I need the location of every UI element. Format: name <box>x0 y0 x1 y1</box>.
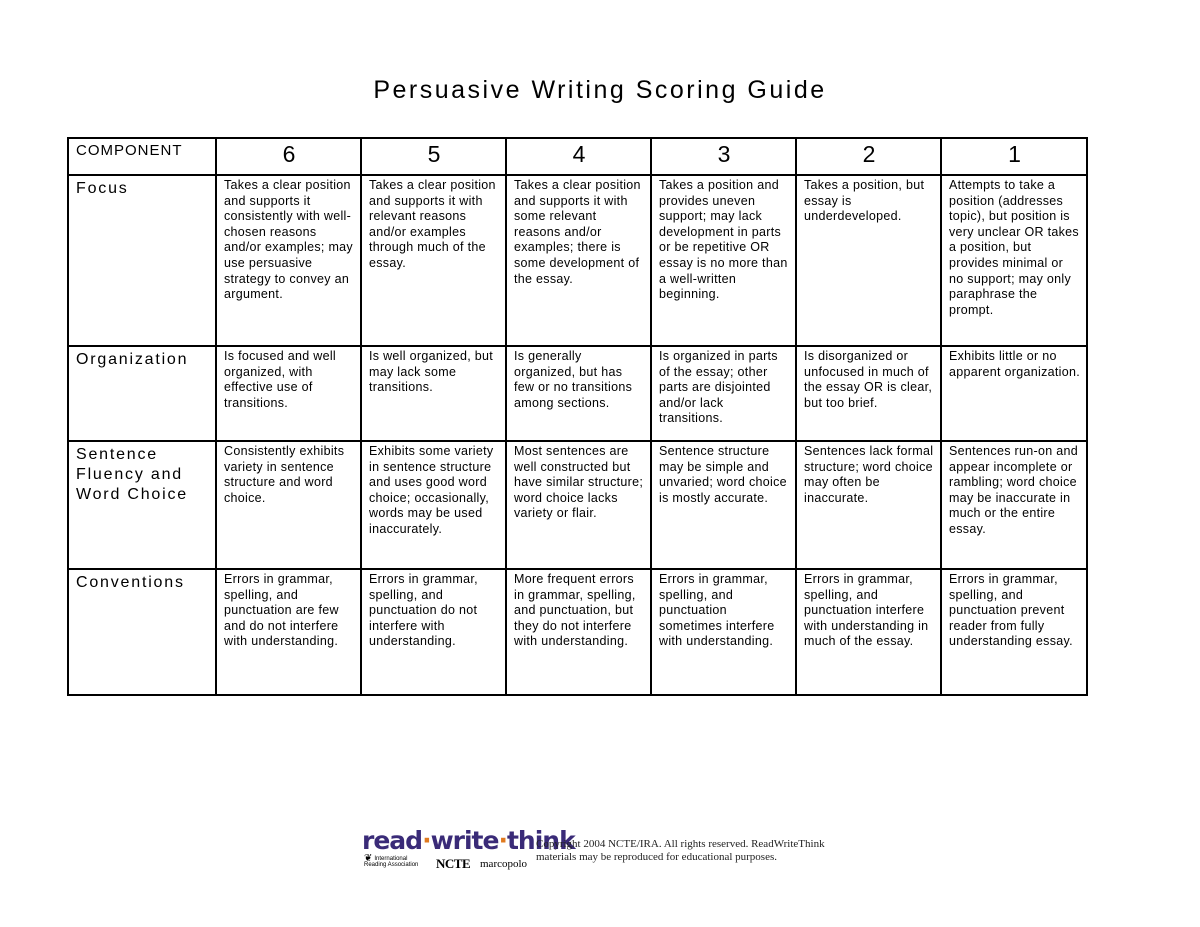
table-row-conventions <box>68 569 1087 695</box>
rubric-cell: Exhibits some variety in sentence structure and uses good word choice; occasionally, words may be used inaccurately. <box>361 441 506 569</box>
rubric-cell: Sentences lack formal structure; word choice may often be inaccurate. <box>796 441 941 569</box>
rubric-cell: Takes a position and provides uneven support; may lack development in parts or be repetitive OR essay is no more than a well-written beginning. <box>651 175 796 346</box>
rubric-cell: Takes a position, but essay is underdeveloped. <box>796 175 941 346</box>
score-header-3: 3 <box>651 138 796 175</box>
component-name: Focus <box>68 175 216 346</box>
logo-dot: · <box>498 826 507 855</box>
ncte-logo: NCTE <box>436 856 471 871</box>
rubric-cell: Errors in grammar, spelling, and punctuation are few and do not interfere with understanding. <box>216 569 361 695</box>
scoring-rubric-table <box>67 137 1088 696</box>
page-title: Persuasive Writing Scoring Guide <box>373 76 827 104</box>
rubric-cell: More frequent errors in grammar, spelling, and punctuation, but they do not interfere with understanding. <box>506 569 651 695</box>
logo-write: write <box>430 826 499 855</box>
rubric-cell: Sentence structure may be simple and unvaried; word choice is mostly accurate. <box>651 441 796 569</box>
rubric-cell: Is generally organized, but has few or no transitions among sections. <box>506 346 651 441</box>
logo-read: read <box>362 826 423 855</box>
rubric-cell: Sentences run-on and appear incomplete or rambling; word choice may be inaccurate in much or the entire essay. <box>941 441 1087 569</box>
footer <box>362 826 842 874</box>
component-name: Organization <box>68 346 216 441</box>
rubric-cell: Takes a clear position and supports it consistently with well-chosen reasons and/or examples; may use persuasive strategy to convey an argument. <box>216 175 361 346</box>
rubric-cell: Is well organized, but may lack some transitions. <box>361 346 506 441</box>
rubric-cell: Is disorganized or unfocused in much of the essay OR is clear, but too brief. <box>796 346 941 441</box>
table-row-sentence-fluency <box>68 441 1087 569</box>
rubric-cell: Takes a clear position and supports it with some relevant reasons and/or examples; there is some development of the essay. <box>506 175 651 346</box>
logo-dot: · <box>422 826 431 855</box>
table-row-organization <box>68 346 1087 441</box>
rubric-cell: Consistently exhibits variety in sentence structure and word choice. <box>216 441 361 569</box>
rubric-cell: Attempts to take a position (addresses topic), but position is very unclear OR takes a position, but provides minimal or no support; may only paraphrase the prompt. <box>941 175 1087 346</box>
rubric-cell: Errors in grammar, spelling, and punctuation interfere with understanding in much of the essay. <box>796 569 941 695</box>
component-name: Conventions <box>68 569 216 695</box>
table-row-focus <box>68 175 1087 346</box>
ira-label: International Reading Association <box>364 856 419 868</box>
ira-logo <box>364 853 424 868</box>
score-header-5: 5 <box>361 138 506 175</box>
score-header-1: 1 <box>941 138 1087 175</box>
rubric-cell: Exhibits little or no apparent organization. <box>941 346 1087 441</box>
score-header-2: 2 <box>796 138 941 175</box>
rubric-cell: Most sentences are well constructed but have similar structure; word choice lacks variety or flair. <box>506 441 651 569</box>
logo-think: think <box>506 826 575 855</box>
rubric-cell: Errors in grammar, spelling, and punctuation do not interfere with understanding. <box>361 569 506 695</box>
ira-mark-icon: ❦ <box>364 853 373 864</box>
component-header: COMPONENT <box>68 138 216 175</box>
rubric-cell: Is organized in parts of the essay; other parts are disjointed and/or lack transitions. <box>651 346 796 441</box>
component-name: Sentence Fluency and Word Choice <box>68 441 216 569</box>
header-row <box>68 138 1087 175</box>
copyright-notice: Copyright 2004 NCTE/IRA. All rights reserved. ReadWriteThink materials may be reproduced for educational purposes. <box>536 838 825 863</box>
rubric-cell: Is focused and well organized, with effective use of transitions. <box>216 346 361 441</box>
score-header-4: 4 <box>506 138 651 175</box>
marcopolo-logo: marcopolo <box>480 858 528 870</box>
score-header-6: 6 <box>216 138 361 175</box>
rubric-cell: Takes a clear position and supports it with relevant reasons and/or examples through much of the essay. <box>361 175 506 346</box>
rubric-cell: Errors in grammar, spelling, and punctuation prevent reader from fully understanding essay. <box>941 569 1087 695</box>
rubric-cell: Errors in grammar, spelling, and punctuation sometimes interfere with understanding. <box>651 569 796 695</box>
